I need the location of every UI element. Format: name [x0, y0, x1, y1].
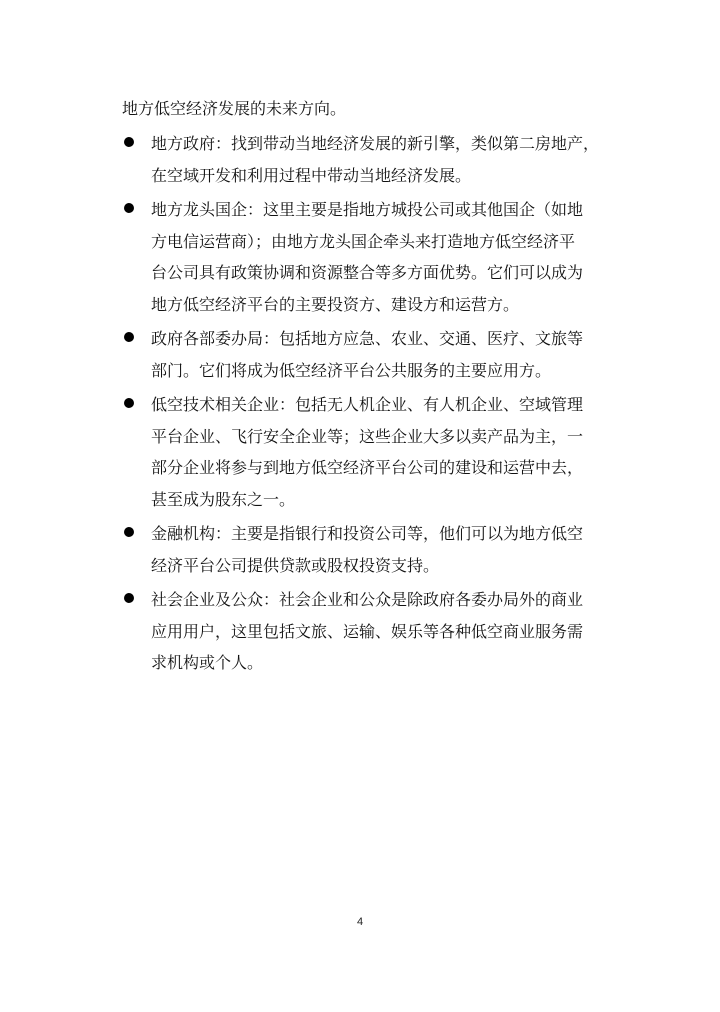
text-line: 部分企业将参与到地方低空经济平台公司的建设和运营中去， [151, 458, 584, 477]
list-item [0, 323, 720, 386]
list-item [0, 389, 720, 515]
list-item-text [151, 389, 611, 515]
text-line: 政府各部委办局：包括地方应急、农业、交通、医疗、文旅等 [151, 329, 584, 348]
bullet-icon [124, 527, 134, 537]
text-line: 金融机构：主要是指银行和投资公司等，他们可以为地方低空 [151, 524, 584, 543]
bullet-icon [124, 332, 134, 342]
text-line: 地方政府：找到带动当地经济发展的新引擎，类似第二房地产， [151, 134, 600, 153]
text-line: 方电信运营商）；由地方龙头国企牵头来打造地方低空经济平 [151, 231, 576, 251]
list-item-text [151, 323, 611, 386]
list-item [0, 194, 720, 320]
text-line: 地方龙头国企：这里主要是指地方城投公司或其他国企（如地 [151, 200, 584, 219]
list-item-text [151, 518, 611, 581]
list-item-text [151, 584, 611, 679]
bullet-icon [124, 203, 134, 213]
text-line: 社会企业及公众：社会企业和公众是除政府各委办局外的商业 [151, 590, 584, 609]
text-line: 平台企业、飞行安全企业等；这些企业大多以卖产品为主，一 [151, 426, 584, 446]
bullet-icon [124, 398, 134, 408]
text-line: 应用用户，这里包括文旅、运输、娱乐等各种低空商业服务需 [151, 621, 584, 641]
text-line: 地方低空经济平台的主要投资方、建设方和运营方。 [151, 294, 520, 314]
text-line: 经济平台公司提供贷款或股权投资支持。 [151, 555, 440, 575]
list-item [0, 128, 720, 191]
list-item-text [151, 128, 611, 191]
bullet-icon [124, 593, 134, 603]
text-line: 求机构或个人。 [151, 653, 264, 672]
page-number: 4 [356, 916, 364, 928]
text-line: 在空域开发和利用过程中带动当地经济发展。 [151, 165, 472, 185]
text-line: 部门。它们将成为低空经济平台公共服务的主要应用方。 [151, 360, 552, 380]
text-line: 台公司具有政策协调和资源整合等多方面优势。它们可以成为 [151, 263, 584, 282]
text-line: 甚至成为股东之一。 [151, 489, 296, 509]
list-item [0, 584, 720, 679]
intro-line: 地方低空经济发展的未来方向。 [122, 99, 347, 118]
bullet-list [0, 128, 720, 682]
text-line: 低空技术相关企业：包括无人机企业、有人机企业、空域管理 [151, 395, 584, 414]
bullet-icon [124, 137, 134, 147]
list-item-text [151, 194, 611, 320]
list-item [0, 518, 720, 581]
